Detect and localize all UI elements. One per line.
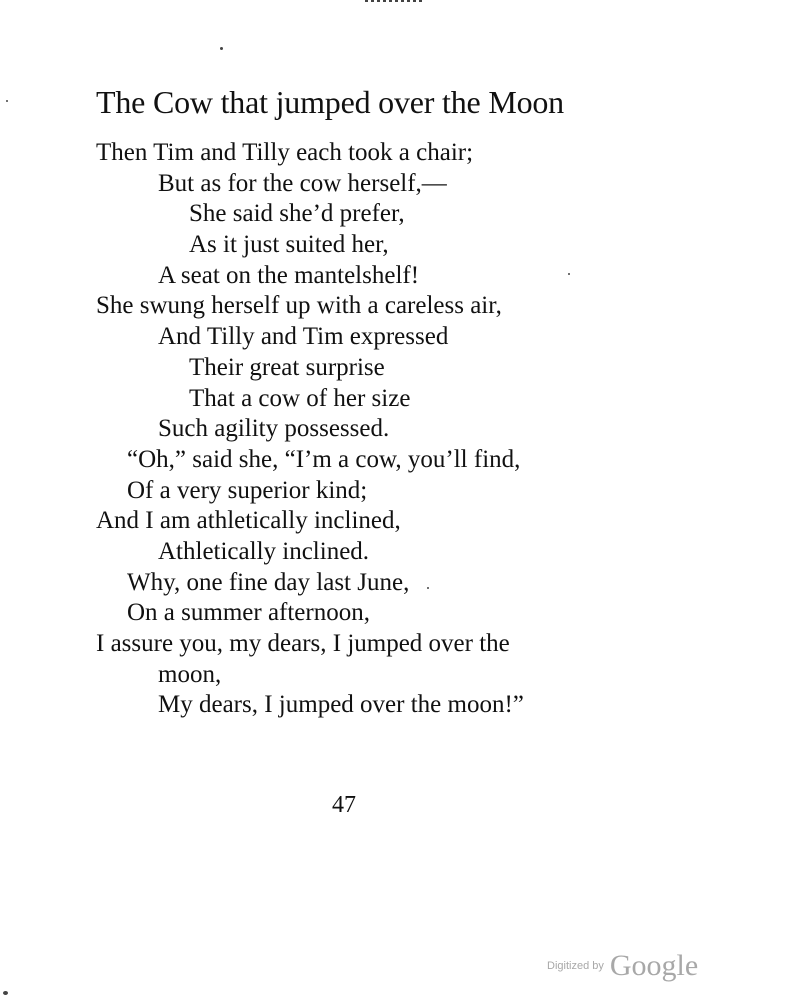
ink-speck: [6, 100, 8, 102]
poem-line: Athletically inclined.: [158, 537, 370, 565]
poem-line: As it just suited her,: [189, 231, 389, 259]
poem-line: But as for the cow herself,—: [158, 169, 447, 197]
ink-speck: [3, 991, 8, 995]
poem-line: “Oh,” said she, “I’m a cow, you’ll find,: [127, 445, 521, 473]
poem-line: She said she’d prefer,: [189, 200, 405, 228]
watermark-brand: Google: [609, 949, 699, 982]
poem-line: A seat on the mantelshelf!: [158, 261, 420, 289]
ink-speck: [568, 273, 570, 275]
poem-line: moon,: [158, 660, 222, 688]
poem-line: And Tilly and Tim expressed: [158, 323, 449, 351]
page-number: 47: [332, 792, 356, 818]
poem-line: My dears, I jumped over the moon!”: [158, 691, 524, 719]
watermark-prefix: Digitized by: [547, 960, 604, 972]
poem-line: And I am athletically inclined,: [96, 507, 401, 535]
poem-line: Such agility possessed.: [158, 415, 390, 443]
page-title: The Cow that jumped over the Moon: [96, 84, 564, 120]
top-edge-print-fragment: [365, 0, 425, 2]
ink-speck: [220, 47, 223, 50]
poem-line: Their great surprise: [189, 353, 385, 381]
poem-line: I assure you, my dears, I jumped over the: [96, 630, 510, 657]
poem-line: She swung herself up with a careless air,: [96, 292, 502, 320]
poem-line: That a cow of her size: [189, 384, 411, 412]
poem-line: Why, one fine day last June,: [127, 568, 410, 596]
poem-line: Then Tim and Tilly each took a chair;: [96, 139, 474, 166]
poem-body: [96, 138, 524, 721]
digitization-watermark: [547, 949, 698, 983]
poem-line: On a summer afternoon,: [127, 599, 370, 627]
poem-line: Of a very superior kind;: [127, 476, 368, 504]
